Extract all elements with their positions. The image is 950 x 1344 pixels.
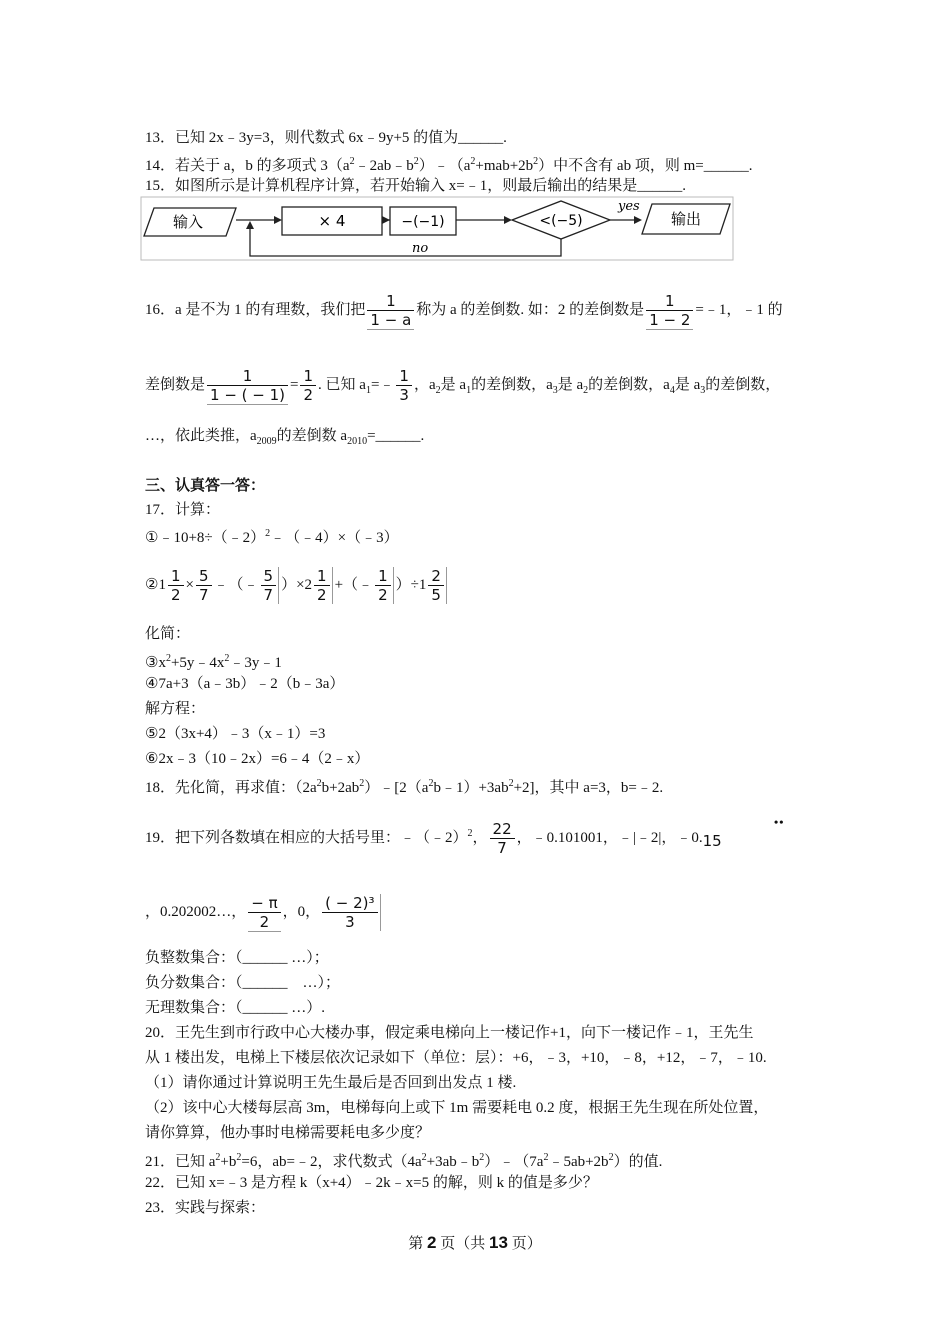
question-17-part-4: ④7a+3（a﹣3b）﹣2（b﹣3a） xyxy=(145,676,345,692)
yes-label: yes xyxy=(618,199,640,214)
question-16-line-1: 16．a 是不为 1 的有理数，我们把 $\frac{1}{1 - a}$ 称为 a 的差倒数. 如：2 的差倒数是 $\frac{1}{1 - 2}$ =﹣1，﹣1 的 xyxy=(145,291,783,329)
fraction-1-over-1-minus-neg1: $\frac{1}{1 - ( - 1)}$ xyxy=(207,367,288,405)
question-17-part-3: $③x^2+5y﹣4x^2﹣3y﹣1$ xyxy=(145,653,282,671)
subtract-label: −(−1) xyxy=(401,214,445,230)
repeating-dots-icon: •• xyxy=(774,815,785,829)
current-page-number: 2 xyxy=(427,1233,437,1252)
question-23: 23．实践与探索： xyxy=(145,1200,266,1216)
fraction-neg2-cubed-over-3: $\frac{\text{( − 2)³}}{3}$ xyxy=(322,894,380,931)
question-21: 21．已知 $a^2+b^2=6$，ab=﹣2，求代数式$(4a^2+3ab﹣b^2)﹣(7a^2﹣5ab+2b^2)$的值. xyxy=(145,1152,663,1170)
irrational-number-set: 无理数集合：（______ …）. xyxy=(145,1000,326,1016)
total-page-count: 13 xyxy=(489,1233,508,1252)
question-17-part-1: ①﹣10+8÷（﹣2）$^2$﹣（﹣4）×（﹣3） xyxy=(145,528,399,546)
fraction-1-2-a: $\frac{1}{2}$ xyxy=(168,567,184,604)
solve-equation-heading: 解方程： xyxy=(145,701,206,717)
fraction-1-2-c: $\frac{1}{2}$ xyxy=(375,567,394,604)
output-label: 输出 xyxy=(670,210,702,228)
repeating-decimal-15: 15 xyxy=(702,832,722,850)
question-13: 13．已知 2x﹣3y=3，则代数式 6x﹣9y+5 的值为______. xyxy=(145,130,507,146)
question-20-line-1: 20．王先生到市行政中心大楼办事，假定乘电梯向上一楼记作+1，向下一楼记作﹣1，王先生 xyxy=(145,1025,754,1041)
question-17: 17．计算： xyxy=(145,502,221,518)
section-3-heading: 三、认真答一答： xyxy=(145,478,266,494)
fraction-1-over-3: $\frac{1}{3}$ xyxy=(396,367,412,404)
question-17-part-2: ②1 $\frac{1}{2}$ × $\frac{5}{7}$ ﹣（﹣ $\frac{5}{7}$ ）×2 $\frac{1}{2}$ +（﹣ $\frac{1}{2}$ ）÷1 $\frac{2}{5}$ xyxy=(145,563,449,607)
question-15: 15．如图所示是计算机程序计算，若开始输入 x=﹣1，则最后输出的结果是______. xyxy=(145,178,686,194)
fraction-1-over-1-minus-a: $\frac{1}{1 - a}$ xyxy=(367,292,414,330)
fraction-2-5: $\frac{2}{5}$ xyxy=(428,567,447,604)
input-label: 输入 xyxy=(172,213,204,231)
question-16-line-3: …，依此类推，$a_{2009}$的差倒数 $a_{2010}=\_\_\_\_\_\_$. xyxy=(145,428,425,447)
program-flowchart xyxy=(140,196,735,262)
question-20-line-2: 从 1 楼出发，电梯上下楼层依次记录如下（单位：层）：+6，﹣3，+10，﹣8，+12，﹣7，﹣10. xyxy=(145,1050,767,1066)
fraction-1-over-2: $\frac{1}{2}$ xyxy=(300,367,316,404)
negative-fraction-set: 负分数集合：（______ …）； xyxy=(145,975,341,991)
fraction-neg-pi-over-2: $\frac{- \pi}{2}$ xyxy=(248,894,280,932)
question-19-line-1: 19．把下列各数填在相应的大括号里：﹣（﹣2）$^2$， $\frac{22}{7}$ ，﹣0.101001，﹣|﹣2|，﹣0.15 xyxy=(145,820,722,858)
condition-label: <(−5) xyxy=(539,213,583,229)
question-22: 22．已知 x=﹣3 是方程 k（x+4）﹣2k﹣x=5 的解，则 k 的值是多少？ xyxy=(145,1175,598,1191)
question-18: 18．先化简，再求值：$(2a^2b+2ab^2)﹣[2(a^2b﹣1)+3ab^2+2]$，其中 a=3，b=﹣2. xyxy=(145,778,664,796)
fraction-1-over-1-minus-2: $\frac{1}{1 - 2}$ xyxy=(646,292,693,330)
page-footer: 第 2 页（共 13 页） xyxy=(408,1233,542,1252)
question-19-line-2: ，0.202002…， $\frac{- \pi}{2}$ ，0， $\frac{\text{( − 2)³}}{3}$ xyxy=(145,890,383,934)
multiply-label: × 4 xyxy=(318,212,346,230)
question-17-part-5: ⑤2（3x+4）﹣3（x﹣1）=3 xyxy=(145,726,326,742)
negative-integer-set: 负整数集合：（______ …）； xyxy=(145,950,329,966)
question-14: 14．若关于 a，b 的多项式 $3(a^2﹣2ab﹣b^2)﹣(a^2+mab+2b^2)$中不含有 ab 项，则 m=______. xyxy=(145,156,753,174)
fraction-5-7-a: $\frac{5}{7}$ xyxy=(196,567,212,604)
question-20-part-2-line-1: （2）该中心大楼每层高 3m，电梯每向上或下 1m 需要耗电 0.2 度，根据王先生现在所处位置， xyxy=(145,1100,769,1116)
fraction-22-over-7: $\frac{22}{7}$ xyxy=(490,820,515,857)
fraction-1-2-b: $\frac{1}{2}$ xyxy=(314,567,333,604)
question-20-part-2-line-2: 请你算算，他办事时电梯需要耗电多少度？ xyxy=(145,1125,431,1141)
fraction-5-7-b: $\frac{5}{7}$ xyxy=(261,567,280,604)
question-20-part-1: （1）请你通过计算说明王先生最后是否回到出发点 1 楼. xyxy=(145,1075,517,1091)
question-17-part-6: ⑥2x﹣3（10﹣2x）=6﹣4（2﹣x） xyxy=(145,751,370,767)
simplify-heading: 化简： xyxy=(145,626,191,642)
no-label: no xyxy=(412,241,429,256)
question-16-line-2: 差倒数是 $\frac{1}{1 - ( - 1)}$ = $\frac{1}{2}$ . 已知 $a_1=﹣$ $\frac{1}{3}$ ，$a_2$是 $a_1$的差倒数，$a_3$是 $a_2$的差倒数，$a_4$是 $a_3$的差倒数， xyxy=(145,366,781,405)
